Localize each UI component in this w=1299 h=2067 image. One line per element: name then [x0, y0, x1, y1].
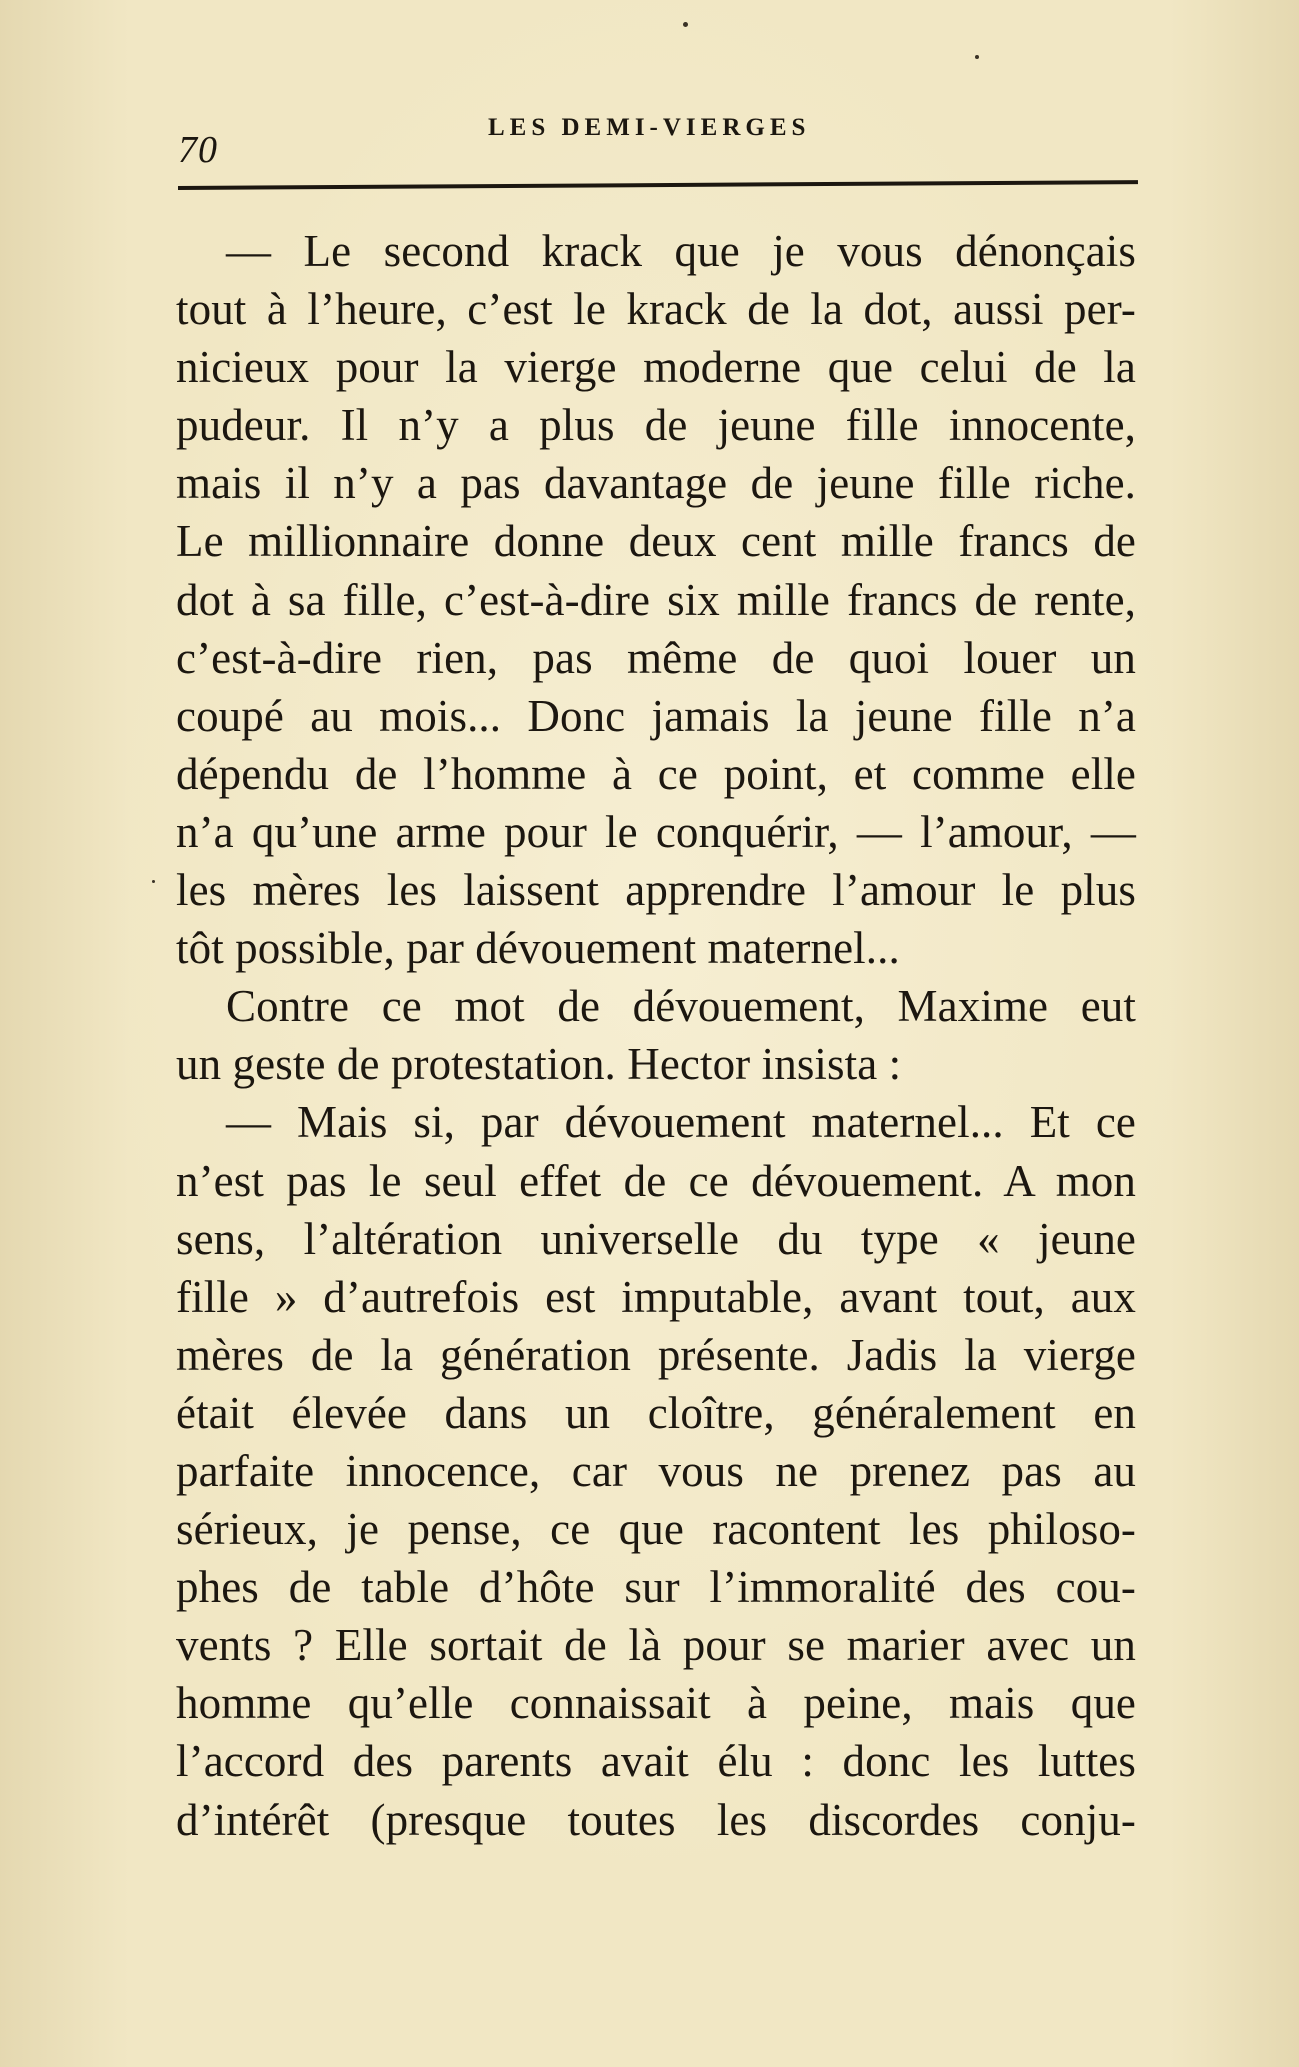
- text-line: homme qu’elle connaissait à peine, mais que: [176, 1678, 1136, 1729]
- running-head: LES DEMI-VIERGES: [488, 114, 811, 141]
- text-line: nicieux pour la vierge moderne que celui de la: [176, 342, 1136, 393]
- text-line: sens, l’altération universelle du type « jeune: [176, 1213, 1136, 1264]
- text-line: un geste de protestation. Hector insista :: [176, 1039, 902, 1090]
- text-line: phes de table d’hôte sur l’immoralité des cou-: [176, 1562, 1136, 1613]
- text-line: Contre ce mot de dévouement, Maxime eut: [226, 981, 1136, 1032]
- page-header: [178, 112, 1140, 172]
- text-line: d’intérêt (presque toutes les discordes conju-: [176, 1794, 1136, 1845]
- text-line: c’est-à-dire rien, pas même de quoi louer un: [176, 632, 1136, 683]
- text-line: vents ? Elle sortait de là pour se marier avec un: [176, 1620, 1136, 1671]
- text-line: tôt possible, par dévouement maternel...: [176, 923, 900, 974]
- text-line: dépendu de l’homme à ce point, et comme elle: [176, 748, 1136, 799]
- text-line: n’a qu’une arme pour le conquérir, — l’amour, —: [176, 806, 1136, 857]
- text-line: coupé au mois... Donc jamais la jeune fille n’a: [176, 690, 1136, 741]
- text-line: était élevée dans un cloître, généralement en: [176, 1387, 1136, 1438]
- text-line: — Le second krack que je vous dénonçais: [226, 226, 1136, 276]
- ink-speck: [975, 55, 979, 59]
- text-line: Le millionnaire donne deux cent mille francs de: [176, 516, 1136, 567]
- body-text: [176, 222, 1136, 1849]
- text-line: tout à l’heure, c’est le krack de la dot, aussi per-: [176, 284, 1136, 335]
- ink-speck: [152, 880, 155, 883]
- text-line: mères de la génération présente. Jadis la vierge: [176, 1329, 1136, 1380]
- text-line: l’accord des parents avait élu : donc les luttes: [176, 1736, 1136, 1787]
- text-line: — Mais si, par dévouement maternel... Et ce: [226, 1097, 1136, 1148]
- text-line: fille » d’autrefois est imputable, avant tout, aux: [176, 1271, 1136, 1322]
- text-line: parfaite innocence, car vous ne prenez pas au: [176, 1445, 1136, 1496]
- text-line: dot à sa fille, c’est-à-dire six mille francs de rente,: [176, 574, 1136, 625]
- text-line: les mères les laissent apprendre l’amour le plus: [176, 865, 1136, 916]
- header-rule: [178, 180, 1138, 190]
- text-line: sérieux, je pense, ce que racontent les philoso-: [176, 1504, 1136, 1555]
- text-line: mais il n’y a pas davantage de jeune fille riche.: [176, 458, 1136, 509]
- ink-speck: [683, 22, 688, 27]
- text-line: pudeur. Il n’y a plus de jeune fille innocente,: [176, 400, 1136, 451]
- text-line: n’est pas le seul effet de ce dévouement. A mon: [176, 1155, 1136, 1206]
- page-number: 70: [178, 129, 218, 171]
